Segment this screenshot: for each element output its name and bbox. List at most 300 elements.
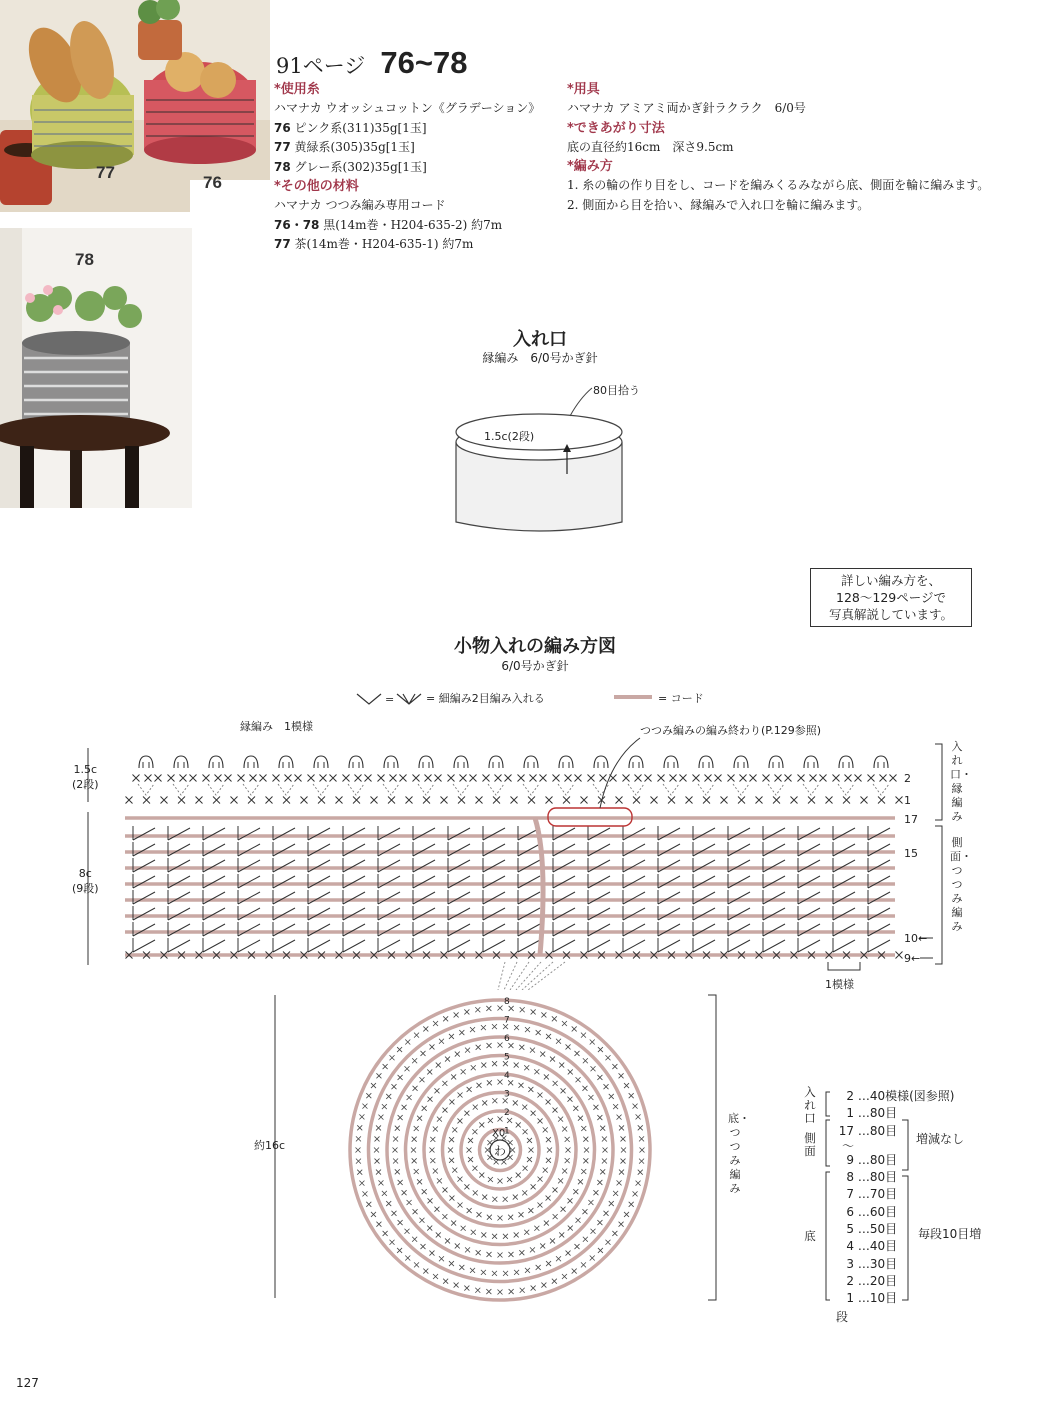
side-stitch — [763, 906, 785, 920]
base-stitch — [485, 1148, 490, 1153]
side-stitch — [798, 922, 820, 936]
sc-stitch — [878, 797, 885, 804]
base-stitch — [391, 1084, 396, 1089]
sc-stitch — [435, 775, 442, 782]
base-stitch — [391, 1211, 396, 1216]
link-dash — [208, 784, 224, 795]
base-stitch — [395, 1126, 400, 1131]
side-stitch — [868, 858, 890, 872]
link-dash — [243, 784, 259, 795]
link-dash — [558, 784, 574, 795]
base-stitch — [528, 1087, 533, 1092]
base-stitch — [371, 1083, 376, 1088]
side-stitch — [238, 842, 260, 856]
side-stitch — [308, 922, 330, 936]
side-stitch — [623, 938, 645, 952]
base-stitch — [603, 1148, 608, 1153]
base-stitch — [430, 1148, 435, 1153]
sc-stitch — [231, 797, 238, 804]
side-stitch — [868, 922, 890, 936]
sc-stitch — [441, 797, 448, 804]
picot-stitch — [664, 756, 678, 768]
side-stitch — [238, 922, 260, 936]
base-stitch — [561, 1207, 566, 1212]
base-stitch — [458, 1203, 463, 1208]
reference-note-box: 詳しい編み方を、 128〜129ページで 写真解説しています。 — [810, 568, 972, 627]
base-stitch — [525, 1027, 530, 1032]
sc-stitch — [248, 797, 255, 804]
side-stitch — [658, 890, 680, 904]
base-stitch — [519, 1212, 524, 1217]
side-stitch — [798, 858, 820, 872]
side-stitch — [308, 938, 330, 952]
picot-stitch — [213, 762, 219, 768]
base-stitch — [567, 1198, 572, 1203]
picot-stitch — [423, 762, 429, 768]
sc-stitch — [343, 775, 350, 782]
yarn-line-78: 78 グレー系(302)35g[1玉] — [274, 159, 427, 174]
base-stitch — [417, 1116, 422, 1121]
stitch-table — [836, 1088, 954, 1308]
side-stitch — [833, 938, 855, 952]
base-stitch — [531, 1184, 536, 1189]
base-stitch — [612, 1231, 617, 1236]
base-stitch — [543, 1127, 548, 1132]
base-stitch — [357, 1125, 362, 1130]
side-stitch — [238, 874, 260, 888]
sc-stitch — [518, 775, 525, 782]
base-stitch — [437, 1178, 442, 1183]
side-stitch — [658, 826, 680, 840]
base-stitch — [546, 1034, 551, 1039]
base-row-number: 4 — [504, 1071, 510, 1081]
side-stitch — [378, 874, 400, 888]
side-stitch — [133, 906, 155, 920]
base-row-number: 2 — [504, 1108, 510, 1118]
base-stitch — [566, 1251, 571, 1256]
side-stitch — [378, 906, 400, 920]
side-stitch — [833, 858, 855, 872]
base-stitch — [553, 1081, 558, 1086]
base-stitch — [520, 1288, 525, 1293]
base-stitch — [445, 1238, 450, 1243]
pickup-label: 80目拾う — [593, 384, 640, 397]
side-stitch — [238, 938, 260, 952]
side-stitch — [273, 842, 295, 856]
photo-label-78: 78 — [75, 250, 94, 269]
side-stitch — [168, 858, 190, 872]
base-stitch — [576, 1077, 581, 1082]
picot-stitch — [874, 756, 888, 768]
picot-stitch — [598, 762, 604, 768]
side-stitch — [133, 938, 155, 952]
base-stitch — [464, 1184, 469, 1189]
base-stitch — [429, 1251, 434, 1256]
sc-stitch — [330, 775, 337, 782]
base-stitch — [498, 1290, 503, 1295]
side-stitch — [763, 826, 785, 840]
sc-stitch — [260, 775, 267, 782]
base-stitch — [407, 1095, 412, 1100]
cord-line-76-78: 76・78 黒(14m巻・H204-635-2) 約7m — [274, 217, 503, 232]
base-stitch — [433, 1126, 438, 1131]
base-stitch — [458, 1092, 463, 1097]
sc-stitch — [301, 797, 308, 804]
tools-text: ハマナカ アミアミ両かぎ針ラクラク 6/0号 — [567, 101, 806, 115]
base-stitch — [507, 1177, 512, 1182]
base-stitch — [546, 1099, 551, 1104]
base-stitch — [576, 1218, 581, 1223]
base-stitch — [619, 1222, 624, 1227]
group-opening-label: 入れ口 — [804, 1085, 816, 1125]
link-dash — [418, 784, 434, 795]
legend-sc2-label: = 細編み2目編み入れる — [426, 692, 545, 705]
table-row: 3 …30目 — [846, 1256, 898, 1271]
side-stitch — [798, 938, 820, 952]
base-stitch — [528, 1208, 533, 1213]
base-stitch — [538, 1118, 543, 1123]
side-stitch — [658, 858, 680, 872]
base-stitch — [461, 1226, 466, 1231]
base-stitch — [423, 1269, 428, 1274]
base-stitch — [503, 1197, 508, 1202]
side-stitch — [868, 906, 890, 920]
base-stitch — [397, 1047, 402, 1052]
side-stitch — [308, 858, 330, 872]
base-stitch — [443, 1016, 448, 1021]
base-stitch — [522, 1190, 527, 1195]
side-stitch — [693, 890, 715, 904]
side-stitch — [413, 906, 435, 920]
side-stitch — [378, 890, 400, 904]
link-dash — [768, 784, 784, 795]
base-stitch — [621, 1148, 626, 1153]
base-stitch — [482, 1100, 487, 1105]
base-stitch — [582, 1209, 587, 1214]
sc-stitch — [546, 797, 553, 804]
base-stitch — [455, 1052, 460, 1057]
sc-stitch — [295, 775, 302, 782]
base-stitch — [402, 1105, 407, 1110]
base-stitch — [386, 1094, 391, 1099]
base-stitch — [562, 1169, 567, 1174]
side-stitch — [588, 858, 610, 872]
picot-stitch — [878, 762, 884, 768]
base-stitch — [556, 1256, 561, 1261]
base-stitch — [407, 1200, 412, 1205]
side-stitch — [868, 890, 890, 904]
base-stitch — [492, 1234, 497, 1239]
method-step-1: 1. 糸の輪の作り目をし、コードを編みくるみながら底、側面を輪に編みます。 — [567, 178, 990, 192]
side-stitch — [553, 826, 575, 840]
side-stitch — [413, 938, 435, 952]
base-stitch — [476, 1250, 481, 1255]
sc-stitch — [308, 775, 315, 782]
table-footer-row: 段 — [836, 1310, 849, 1324]
base-stitch — [498, 1253, 503, 1258]
side-stitch — [203, 826, 225, 840]
base-stitch — [465, 1247, 470, 1252]
table-row: 2 …40模様(図参照) — [846, 1089, 955, 1103]
base-stitch — [602, 1158, 607, 1163]
base-stitch — [514, 1025, 519, 1030]
base-stitch — [382, 1191, 387, 1196]
picot-stitch — [738, 762, 744, 768]
base-stitch — [553, 1108, 558, 1113]
base-stitch — [604, 1084, 609, 1089]
side-stitch — [868, 842, 890, 856]
side-label-body: 側面・つつみ編み — [950, 836, 972, 933]
sc-stitch — [378, 775, 385, 782]
base-stitch — [572, 1269, 577, 1274]
picot-stitch — [384, 756, 398, 768]
side-stitch — [448, 842, 470, 856]
sc-stitch — [861, 797, 868, 804]
repeat-bottom-label: 1模様 — [825, 978, 854, 991]
side-stitch — [308, 826, 330, 840]
sc-stitch — [693, 775, 700, 782]
base-stitch — [550, 1057, 555, 1062]
base-stitch — [581, 1169, 586, 1174]
picot-stitch — [318, 762, 324, 768]
base-stitch — [522, 1105, 527, 1110]
base-stitch — [459, 1030, 464, 1035]
side-stitch — [133, 874, 155, 888]
side-label-edge: 入れ口・縁編み — [950, 740, 972, 823]
base-stitch — [492, 1024, 497, 1029]
base-stitch — [503, 1271, 508, 1276]
sc-stitch — [406, 797, 413, 804]
base-stitch — [475, 1288, 480, 1293]
sc-stitch — [126, 797, 133, 804]
side-stitch — [623, 842, 645, 856]
base-stitch — [513, 1100, 518, 1105]
base-stitch — [568, 1226, 573, 1231]
base-stitch — [519, 1083, 524, 1088]
side-stitch — [833, 906, 855, 920]
base-stitch — [359, 1181, 364, 1186]
side-stitch — [623, 922, 645, 936]
picot-stitch — [209, 756, 223, 768]
base-stitch — [514, 1232, 519, 1237]
picot-stitch — [143, 762, 149, 768]
brace-side — [935, 826, 942, 964]
base-stitch — [412, 1237, 417, 1242]
base-stitch — [487, 1215, 492, 1220]
base-stitch — [449, 1196, 454, 1201]
side-stitch — [378, 858, 400, 872]
base-stitch — [508, 1215, 513, 1220]
sc-stitch — [773, 797, 780, 804]
sc-stitch — [668, 797, 675, 804]
sc-stitch — [890, 775, 897, 782]
base-stitch — [487, 1043, 492, 1048]
base-stitch — [536, 1030, 541, 1035]
group-base-label: 底 — [804, 1229, 816, 1243]
pattern-numbers: 76~78 — [380, 45, 468, 80]
base-stitch — [556, 1039, 561, 1044]
base-stitch — [452, 1168, 457, 1173]
sc-stitch — [798, 775, 805, 782]
sc-stitch — [133, 775, 140, 782]
side-stitch — [343, 922, 365, 936]
base-stitch — [498, 1216, 503, 1221]
row-label-10: 10← — [904, 932, 928, 945]
base-stitch — [546, 1137, 551, 1142]
side-stitch — [273, 858, 295, 872]
base-stitch — [509, 1289, 514, 1294]
base-row-number: 1 — [504, 1126, 510, 1137]
base-stitch — [602, 1137, 607, 1142]
side-stitch — [623, 826, 645, 840]
base-stitch — [437, 1117, 442, 1122]
method-step-2: 2. 側面から目を拾い、縁編みで入れ口を輪に編みます。 — [567, 197, 870, 212]
base-stitch — [593, 1105, 598, 1110]
sc-stitch — [413, 775, 420, 782]
side-stitch — [133, 922, 155, 936]
base-stitch — [617, 1115, 622, 1120]
link-dash — [173, 784, 189, 795]
picot-stitch — [489, 756, 503, 768]
picot-stitch — [353, 762, 359, 768]
base-stitch — [476, 1045, 481, 1050]
picot-stitch — [668, 762, 674, 768]
side-stitch — [658, 874, 680, 888]
base-stitch — [451, 1221, 456, 1226]
picot-stitch — [629, 756, 643, 768]
picot-stitch — [843, 762, 849, 768]
table-row: 8 …80目 — [846, 1170, 898, 1185]
base-stitch — [553, 1214, 558, 1219]
base-stitch — [479, 1122, 484, 1127]
base-stitch — [597, 1115, 602, 1120]
link-dash — [628, 784, 644, 795]
sc-stitch — [575, 775, 582, 782]
base-stitch — [487, 1080, 492, 1085]
base-stitch — [412, 1158, 417, 1163]
base-stitch — [633, 1104, 638, 1109]
base-stitch — [523, 1129, 528, 1134]
base-stitch — [473, 1105, 478, 1110]
side-stitch — [588, 922, 610, 936]
base-stitch — [378, 1180, 383, 1185]
side-stitch — [693, 922, 715, 936]
base-stitch — [470, 1268, 475, 1273]
sc-stitch — [826, 797, 833, 804]
picot-stitch — [594, 756, 608, 768]
sc-stitch — [686, 797, 693, 804]
side-stitch — [413, 890, 435, 904]
base-stitch — [498, 1006, 503, 1011]
base-stitch — [457, 1177, 462, 1182]
base-stitch — [376, 1222, 381, 1227]
base-stitch — [558, 1178, 563, 1183]
sc-stitch — [588, 775, 595, 782]
side-stitch — [413, 922, 435, 936]
base-label: 底・つつみ編み — [728, 1112, 750, 1195]
base-stitch — [481, 1270, 486, 1275]
base-stitch — [362, 1191, 367, 1196]
sc-stitch — [470, 775, 477, 782]
note-increase: 毎段10目増 — [918, 1227, 982, 1241]
base-stitch — [619, 1170, 624, 1175]
picot-stitch — [699, 756, 713, 768]
side-stitch — [728, 874, 750, 888]
base-stitch — [433, 1021, 438, 1026]
base-stitch — [395, 1169, 400, 1174]
base-stitch — [397, 1248, 402, 1253]
base-stitch — [617, 1180, 622, 1185]
side-stitch — [728, 922, 750, 936]
link-dash — [488, 784, 504, 795]
base-stitch — [382, 1104, 387, 1109]
side-stitch — [483, 922, 505, 936]
side-stitch — [168, 826, 190, 840]
base-stitch — [565, 1137, 570, 1142]
base-stitch — [507, 1118, 512, 1123]
dim-edge: 1.5c (2段) — [72, 763, 99, 791]
sc-stitch — [493, 797, 500, 804]
base-stitch — [523, 1166, 528, 1171]
table-row: 17 …80目 — [838, 1123, 898, 1138]
base-stitch — [552, 1279, 557, 1284]
base-stitch — [593, 1190, 598, 1195]
base-stitch — [527, 1138, 532, 1143]
row-label-15: 15 — [904, 847, 918, 860]
base-stitch — [454, 1283, 459, 1288]
row-label-2: 2 — [904, 772, 911, 785]
base-stitch — [590, 1255, 595, 1260]
sc-stitch — [178, 797, 185, 804]
side-stitch — [518, 842, 540, 856]
picot-stitch — [769, 756, 783, 768]
picot-stitch — [139, 756, 153, 768]
side-stitch — [203, 858, 225, 872]
base-stitch — [472, 1166, 477, 1171]
base-stitch — [578, 1179, 583, 1184]
side-stitch — [868, 826, 890, 840]
pattern-header — [276, 45, 467, 81]
base-stitch — [479, 1173, 484, 1178]
side-stitch — [553, 906, 575, 920]
other-materials-heading: *その他の材料 — [274, 179, 359, 194]
join-seam — [535, 818, 543, 955]
finish-note: つつみ編みの編み終わり(P.129参照) — [640, 724, 821, 737]
base-stitch — [430, 1158, 435, 1163]
sc-stitch — [738, 797, 745, 804]
sc-stitch — [623, 775, 630, 782]
center-stitch-label: X0 — [492, 1128, 506, 1139]
sc-stitch — [400, 775, 407, 782]
base-stitch — [449, 1261, 454, 1266]
base-stitch — [546, 1261, 551, 1266]
side-stitch — [798, 842, 820, 856]
base-stitch — [516, 1122, 521, 1127]
base-stitch — [568, 1069, 573, 1074]
base-row-number: 6 — [504, 1034, 510, 1044]
side-stitch — [763, 842, 785, 856]
base-stitch — [417, 1179, 422, 1184]
dim-base: 約16c — [254, 1139, 286, 1152]
side-stitch — [133, 842, 155, 856]
base-stitch — [559, 1063, 564, 1068]
side-stitch — [448, 874, 470, 888]
base-stitch — [531, 1286, 536, 1291]
sc-stitch — [190, 775, 197, 782]
base-stitch — [629, 1202, 634, 1207]
picot-stitch — [808, 762, 814, 768]
side-stitch — [658, 922, 680, 936]
